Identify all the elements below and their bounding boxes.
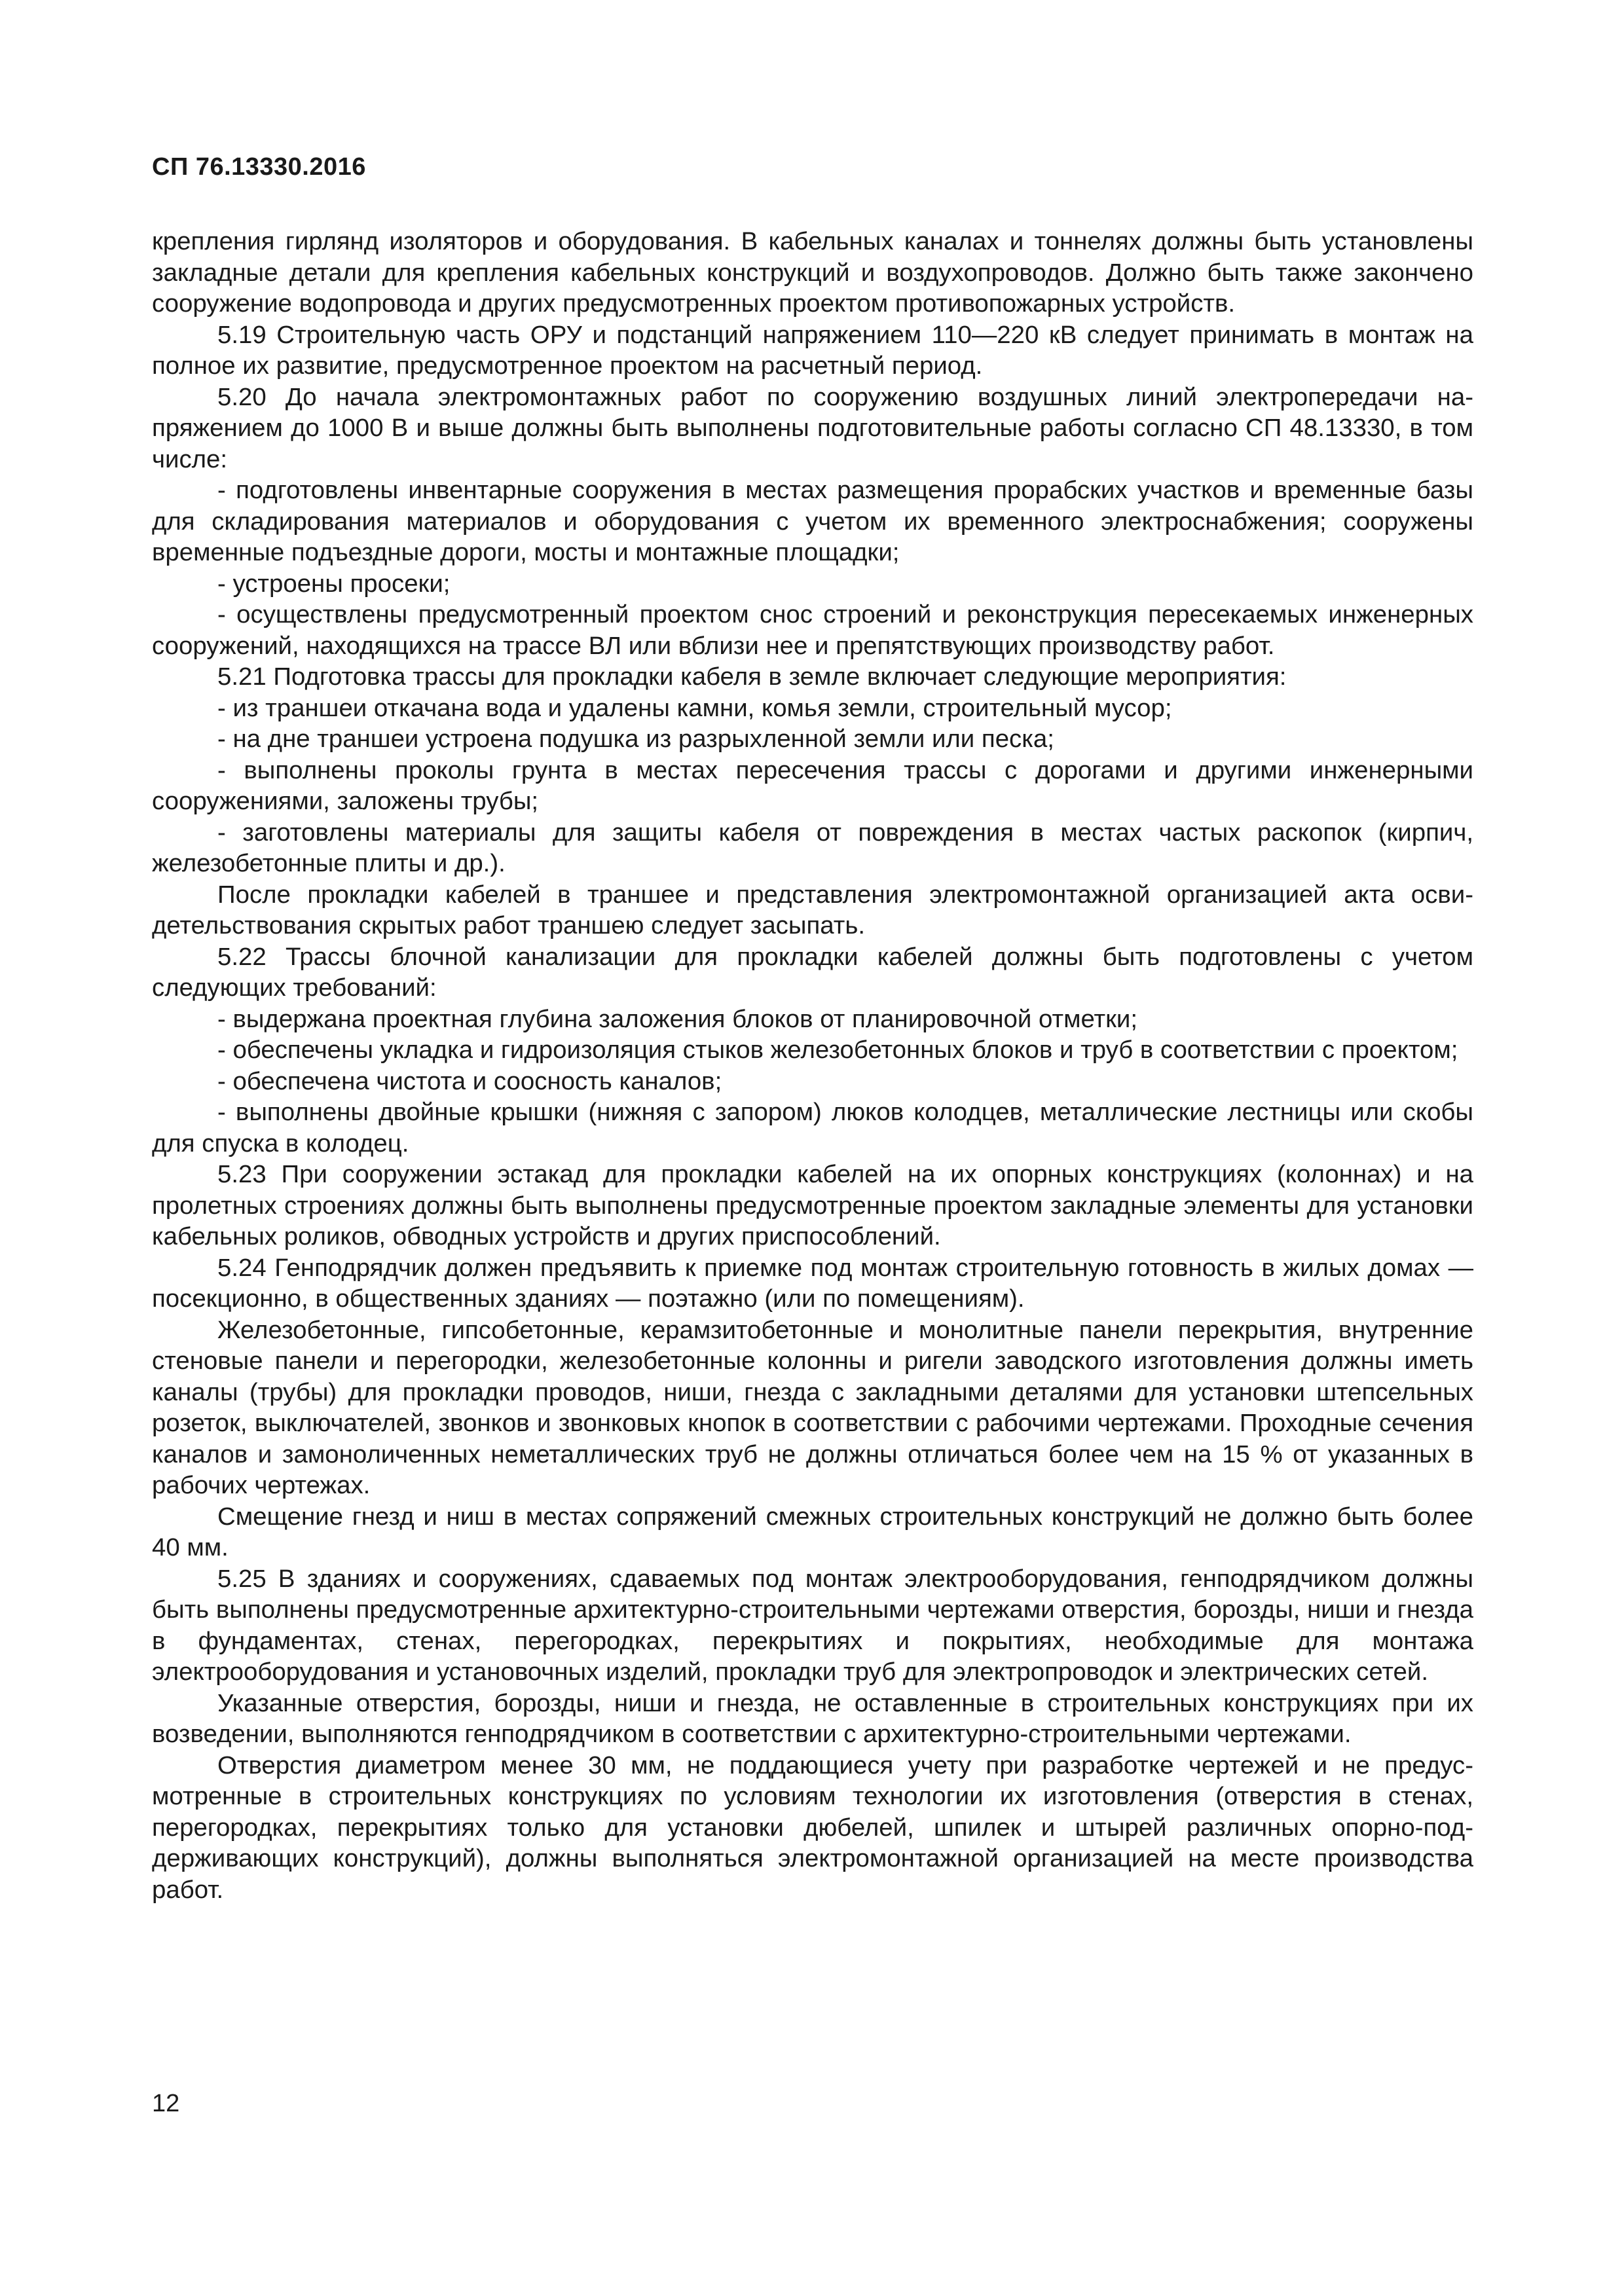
list-item: - выполнены двойные крышки (нижняя с запором) люков колодцев, металлические лестницы или скобы для спуска в колодец. (152, 1098, 1473, 1157)
paragraph: Железобетонные, гипсобетонные, керамзитобетонные и монолитные панели перекрытия, внутренние стеновые панели и перегородки, железобетонные колонны и ригели заводского изготовления должны иметь каналы (трубы) для прокладки проводов, ниши, гнезда с закладными деталями для установки штепсельных розеток, выключателей, звонков и звонковых кнопок в соответствии с рабочими чертежами. Проходные сечения каналов и замоноличенных неметаллических труб не должны отличаться более чем на 15 % от указанных в рабочих чертежах. (152, 1315, 1473, 1499)
paragraph: 5.22 Трассы блочной канализации для прокладки кабелей должны быть подготовлены с учетом следующих требований: (152, 942, 1473, 1002)
paragraph: Смещение гнезд и ниш в местах сопряжений смежных строительных конструкций не должно быть более 40 мм. (152, 1502, 1473, 1561)
list-item: - обеспечены укладка и гидроизоляция стыков железобетонных блоков и труб в соответствии с проектом; (217, 1036, 1458, 1064)
paragraph: 5.23 При сооружении эстакад для прокладки кабелей на их опорных конструкциях (колоннах) и на пролетных строениях должны быть выполнены предусмотренные проектом закладные элементы для установки кабельных роликов, обводных устройств и других приспособлений. (152, 1160, 1473, 1250)
paragraph: крепления гирлянд изоляторов и оборудования. В кабельных каналах и тоннелях должны быть установлены закладные детали для крепления кабельных конструкций и воздухопроводов. Должно быть также закончено сооружение водопровода и других предусмотренных проектом противопожарных устройств. (152, 227, 1473, 318)
paragraph: 5.25 В зданиях и сооружениях, сдаваемых под монтаж электрооборудования, генподрядчиком должны быть выполнены предусмотренные архитектурно-строительными чертежами отверстия, борозды, ниши и гнезда в фундаментах, стенах, перегородках, перекрытиях и покрытиях, необходимые для монтажа электрооборудования и установочных изделий, прокладки труб для электропроводок и электрических сетей. (152, 1564, 1473, 1686)
page-number: 12 (152, 2090, 180, 2117)
list-item: - осуществлены предусмотренный проектом снос строений и реконструкция пересекаемых инженерных сооружений, находящихся на трассе ВЛ или вблизи нее и препятствующих производству работ. (152, 600, 1473, 660)
paragraph: 5.21 Подготовка трассы для прокладки кабеля в земле включает следующие мероприятия: (217, 663, 1287, 691)
paragraph: Отверстия диаметром менее 30 мм, не поддающиеся учету при разработке чертежей и не предусмотренные в строительных конструкциях по условиям технологии их изготовления (отверстия в стенах, перегородках, перекрытиях только для установки дюбелей, шпилек и штырей различных опорно-поддерживающих конструкций), должны выполняться электромонтажной организацией на месте производства работ. (152, 1751, 1473, 1904)
list-item: - выполнены проколы грунта в местах пересечения трассы с дорогами и другими инженерными сооружениями, заложены трубы; (152, 756, 1473, 815)
paragraph: После прокладки кабелей в траншее и представления электромонтажной организацией акта освидетельствования скрытых работ траншею следует засыпать. (152, 880, 1473, 939)
list-item: - обеспечена чистота и соосность каналов; (217, 1066, 722, 1095)
document-body (152, 226, 1473, 1905)
paragraph: 5.19 Строительную часть ОРУ и подстанций напряжением 110—220 кВ следует принимать в монтаж на полное их развитие, предусмотренное проектом на расчетный период. (152, 320, 1473, 380)
list-item: - заготовлены материалы для защиты кабеля от повреждения в местах частых раскопок (кирпич, железобетонные плиты и др.). (152, 818, 1473, 877)
list-item: - выдержана проектная глубина заложения блоков от планировочной отметки; (217, 1004, 1138, 1033)
list-item: - из траншеи откачана вода и удалены камни, комья земли, строительный мусор; (217, 693, 1172, 722)
list-item: - на дне траншеи устроена подушка из разрыхленной земли или песка; (217, 725, 1054, 753)
list-item: - устроены просеки; (217, 569, 451, 598)
paragraph: 5.20 До начала электромонтажных работ по сооружению воздушных линий электропередачи напряжением до 1000 В и выше должны быть выполнены подготовительные работы согласно СП 48.13330, в том числе: (152, 382, 1473, 473)
paragraph: Указанные отверстия, борозды, ниши и гнезда, не оставленные в строительных конструкциях при их возведении, выполняются генподрядчиком в соответствии с архитектурно-строительными чертежами. (152, 1688, 1473, 1748)
list-item: - подготовлены инвентарные сооружения в местах размещения прорабских участков и временные базы для складирования материалов и оборудования с учетом их временного электроснабжения; сооружены временные подъездные дороги, мосты и монтажные площадки; (152, 476, 1473, 566)
paragraph: 5.24 Генподрядчик должен предъявить к приемке под монтаж строительную готовность в жилых домах — посекционно, в общественных зданиях — поэтажно (или по помещениям). (152, 1253, 1473, 1313)
document-code-header: СП 76.13330.2016 (152, 153, 366, 181)
